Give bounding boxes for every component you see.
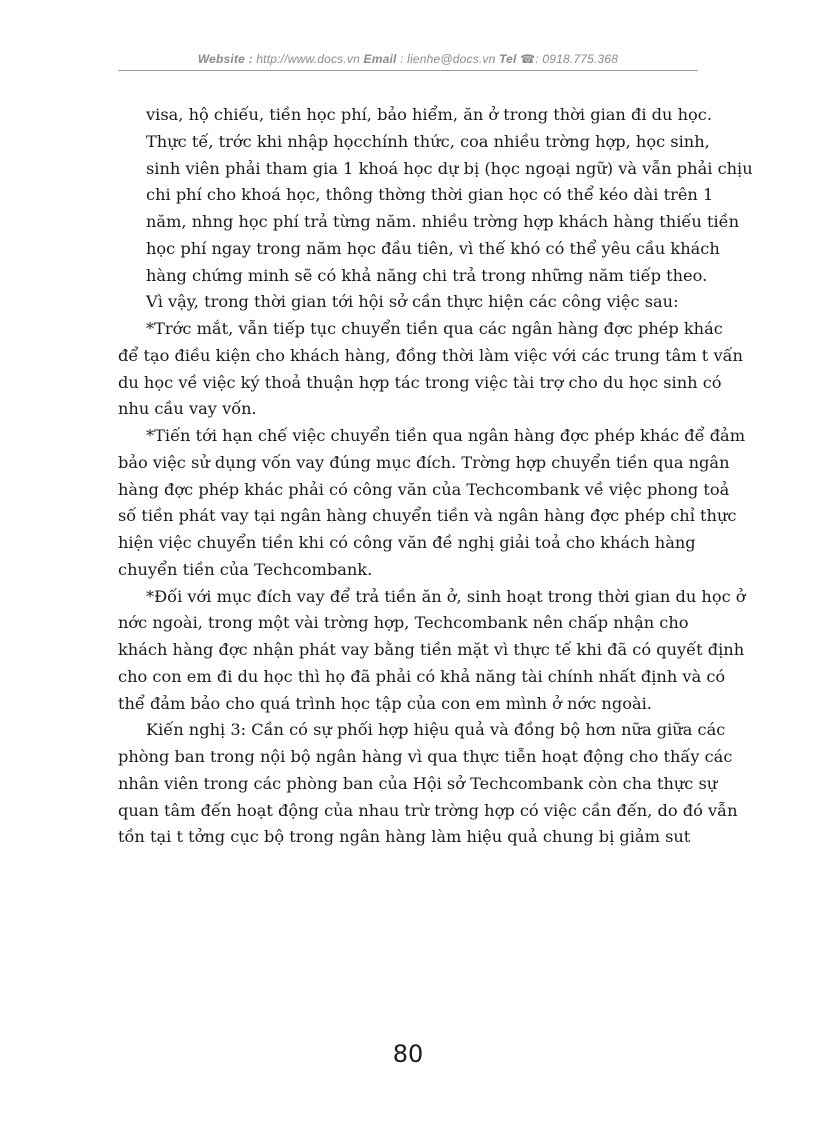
text-line: số tiền phát vay tại ngân hàng chuyển tiền và ngân hàng đợc phép chỉ thực [118, 506, 737, 526]
text-line: bảo việc sử dụng vốn vay đúng mục đích. Trờng hợp chuyển tiền qua ngân [118, 452, 730, 472]
text-line: thể đảm bảo cho quá trình học tập của con em mình ở nớc ngoài. [118, 693, 652, 713]
page-number: 80 [392, 1040, 424, 1068]
text-line: Vì vậy, trong thời gian tới hội sở cần thực hiện các công việc sau: [146, 292, 679, 312]
text-line: *Tiến tới hạn chế việc chuyển tiền qua ngân hàng đợc phép khác để đảm [146, 426, 746, 445]
text-line: học phí ngay trong năm học đầu tiên, vì thế khó có thể yêu cầu khách [146, 238, 720, 258]
text-line: phòng ban trong nội bộ ngân hàng vì qua thực tiễn hoạt động cho thấy các [118, 747, 733, 766]
text-line: quan tâm đến hoạt động của nhau trừ trờng hợp có việc cần đến, do đó vẫn [118, 800, 738, 820]
text-line: chuyển tiền của Techcombank. [118, 559, 373, 579]
website-label: Website : [197, 52, 253, 66]
tel-value: : 0918.775.368 [535, 52, 619, 66]
text-line: *Trớc mắt, vẫn tiếp tục chuyển tiền qua các ngân hàng đợc phép khác [146, 319, 723, 338]
page-header [118, 52, 698, 66]
text-line: năm, nhng học phí trả từng năm. nhiều trờng hợp khách hàng thiếu tiền [146, 212, 740, 231]
phone-icon: ☎ [520, 52, 536, 66]
text-line: cho con em đi du học thì họ đã phải có khả năng tài chính nhất định và có [118, 666, 726, 686]
email-value[interactable]: : lienhe@docs.vn [400, 52, 496, 66]
text-line: khách hàng đợc nhận phát vay bằng tiền mặt vì thực tế khi đã có quyết định [118, 640, 745, 659]
text-line: Kiến nghị 3: Cần có sự phối hợp hiệu quả và đồng bộ hơn nữa giữa các [146, 720, 726, 740]
text-line: visa, hộ chiếu, tiền học phí, bảo hiểm, ăn ở trong thời gian đi du học. [146, 105, 712, 124]
email-label: Email [363, 52, 397, 66]
text-line: nhân viên trong các phòng ban của Hội sở Techcombank còn cha thực sự [118, 773, 718, 793]
text-line: hiện việc chuyển tiền khi có công văn đề nghị giải toả cho khách hàng [118, 533, 696, 552]
text-line: Thực tế, trớc khi nhập họcchính thức, coa nhiều trờng hợp, học sinh, [146, 131, 710, 151]
text-line: để tạo điều kiện cho khách hàng, đồng thời làm việc với các trung tâm t vấn [118, 345, 743, 365]
tel-label: Tel [499, 52, 517, 66]
text-line: *Đối với mục đích vay để trả tiền ăn ở, sinh hoạt trong thời gian du học ở [146, 586, 746, 606]
text-line: nớc ngoài, trong một vài trờng hợp, Techcombank nên chấp nhận cho [118, 613, 689, 633]
text-line: hàng chứng minh sẽ có khả năng chi trả trong những năm tiếp theo. [146, 265, 708, 285]
text-line: hàng đợc phép khác phải có công văn của Techcombank về việc phong toả [118, 479, 730, 499]
text-line: du học về việc ký thoả thuận hợp tác trong việc tài trợ cho du học sinh có [118, 372, 722, 392]
text-line: chi phí cho khoá học, thông thờng thời gian học có thể kéo dài trên 1 [146, 185, 714, 205]
website-url[interactable]: http://www.docs.vn [256, 52, 360, 66]
text-line: nhu cầu vay vốn. [118, 399, 257, 419]
text-line: tồn tại t tởng cục bộ trong ngân hàng làm hiệu quả chung bị giảm sut [118, 827, 691, 847]
header-divider [118, 70, 698, 71]
document-body [118, 102, 753, 851]
text-line: sinh viên phải tham gia 1 khoá học dự bị (học ngoại ngữ) và vẫn phải chịu [146, 158, 753, 178]
